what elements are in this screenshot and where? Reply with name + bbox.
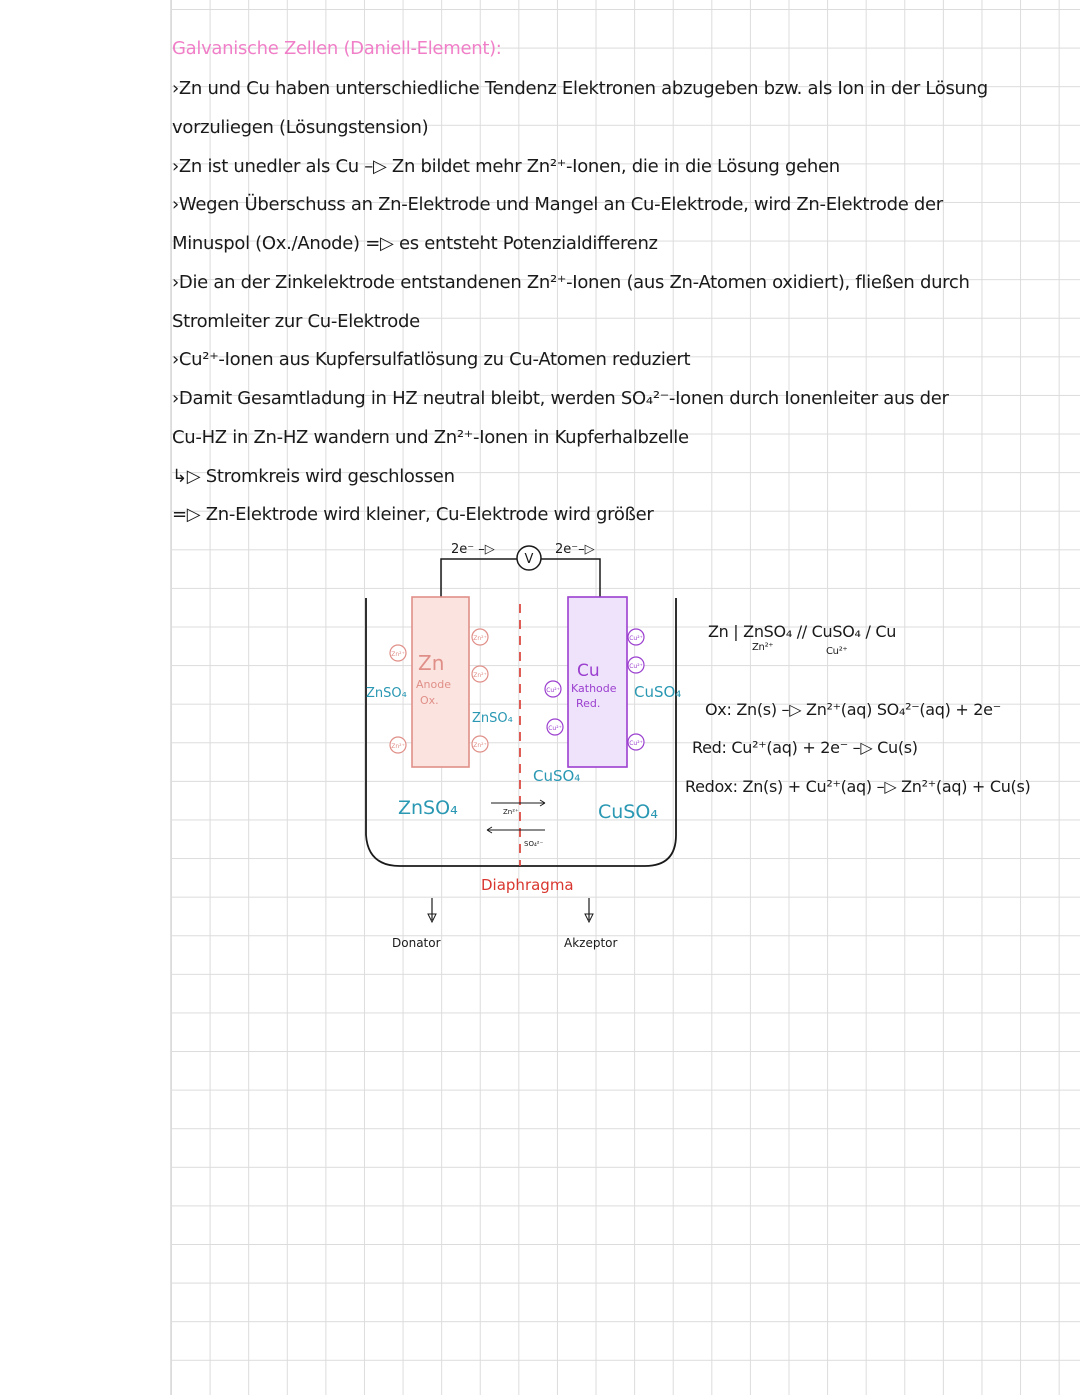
wire-right [541, 559, 600, 597]
zinc-ion-2-label: Zn²⁺ [391, 743, 405, 750]
voltmeter-label: V [524, 552, 534, 567]
electron-flow-left: 2e⁻ –▷ [451, 542, 495, 557]
redox-equation: Redox: Zn(s) + Cu²⁺(aq) –▷ Zn²⁺(aq) + Cu(s) [685, 777, 1031, 796]
copper-ion-2-label: Cu²⁺ [629, 663, 643, 670]
zinc-ion-4 [472, 666, 488, 682]
note-line-2: vorzuliegen (Lösungstension) [172, 117, 429, 138]
cell-notation-sub-left: Zn²⁺ [752, 642, 774, 653]
zinc-ion-3 [472, 629, 488, 645]
copper-ion-5-label: Cu²⁺ [548, 725, 562, 732]
daniell-cell-diagram [340, 530, 700, 960]
copper-ion-1-label: Cu²⁺ [629, 635, 643, 642]
znso4-bottom-label: ZnSO₄ [398, 797, 458, 819]
anode-ox-label: Ox. [420, 694, 439, 707]
copper-ion-4 [545, 681, 561, 697]
zinc-ion-5-label: Zn²⁺ [473, 742, 487, 749]
note-line-6: ›Die an der Zinkelektrode entstandenen Zn²⁺-Ionen (aus Zn-Atomen oxidiert), fließen durch [172, 272, 970, 293]
zinc-ion-3-label: Zn²⁺ [473, 635, 487, 642]
note-line-10: Cu-HZ in Zn-HZ wandern und Zn²⁺-Ionen in Kupferhalbzelle [172, 427, 689, 448]
note-line-7: Stromleiter zur Cu-Elektrode [172, 311, 420, 332]
page-margin [0, 0, 171, 1395]
cell-notation-sub-right: Cu²⁺ [826, 646, 848, 657]
note-line-1: ›Zn und Cu haben unterschiedliche Tendenz Elektronen abzugeben bzw. als Ion in der Lösung [172, 78, 988, 99]
note-line-8: ›Cu²⁺-Ionen aus Kupfersulfatlösung zu Cu-Atomen reduziert [172, 349, 691, 370]
zinc-ion-4-label: Zn²⁺ [473, 672, 487, 679]
margin-line [170, 0, 171, 1395]
oxidation-equation: Ox: Zn(s) –▷ Zn²⁺(aq) SO₄²⁻(aq) + 2e⁻ [705, 700, 1001, 719]
cuso4-mid-label: CuSO₄ [533, 767, 581, 785]
cuso4-right-label: CuSO₄ [634, 683, 682, 701]
flow-zn-label: Zn²⁺ [503, 808, 519, 816]
znso4-mid-label: ZnSO₄ [472, 711, 513, 726]
note-line-9: ›Damit Gesamtladung in HZ neutral bleibt, werden SO₄²⁻-Ionen durch Ionenleiter aus der [172, 388, 949, 409]
copper-ion-3 [628, 734, 644, 750]
wire-left [441, 559, 517, 597]
note-line-5: Minuspol (Ox./Anode) =▷ es entsteht Potenzialdifferenz [172, 233, 658, 254]
electron-flow-right: 2e⁻–▷ [555, 542, 595, 557]
donator-label: Donator [392, 936, 441, 950]
anode-label: Anode [416, 678, 451, 691]
cuso4-bottom-label: CuSO₄ [598, 801, 658, 823]
note-line-12: =▷ Zn-Elektrode wird kleiner, Cu-Elektrode wird größer [172, 504, 654, 525]
copper-ion-3-label: Cu²⁺ [629, 740, 643, 747]
zinc-ion-2 [390, 737, 406, 753]
note-line-3: ›Zn ist unedler als Cu –▷ Zn bildet mehr Zn²⁺-Ionen, die in die Lösung gehen [172, 156, 840, 177]
reduction-equation: Red: Cu²⁺(aq) + 2e⁻ –▷ Cu(s) [692, 738, 918, 757]
akzeptor-label: Akzeptor [564, 936, 618, 950]
zinc-ion-1-label: Zn²⁺ [391, 651, 405, 658]
copper-ion-5 [547, 719, 563, 735]
copper-ion-2 [628, 657, 644, 673]
kathode-label: Kathode [571, 682, 617, 695]
copper-symbol: Cu [577, 661, 600, 681]
zinc-ion-1 [390, 645, 406, 661]
copper-ion-1 [628, 629, 644, 645]
zinc-ion-5 [472, 736, 488, 752]
note-line-11: ↳▷ Stromkreis wird geschlossen [172, 466, 455, 487]
diaphragma-label: Diaphragma [481, 876, 574, 894]
kathode-red-label: Red. [576, 697, 601, 710]
znso4-left-label: ZnSO₄ [366, 686, 407, 701]
copper-ion-4-label: Cu²⁺ [546, 687, 560, 694]
flow-so4-label: SO₄²⁻ [524, 840, 544, 848]
page-title: Galvanische Zellen (Daniell-Element): [172, 38, 502, 59]
cell-notation: Zn | ZnSO₄ // CuSO₄ / Cu [708, 622, 897, 641]
zinc-symbol: Zn [418, 651, 445, 675]
note-line-4: ›Wegen Überschuss an Zn-Elektrode und Mangel an Cu-Elektrode, wird Zn-Elektrode der [172, 194, 943, 215]
